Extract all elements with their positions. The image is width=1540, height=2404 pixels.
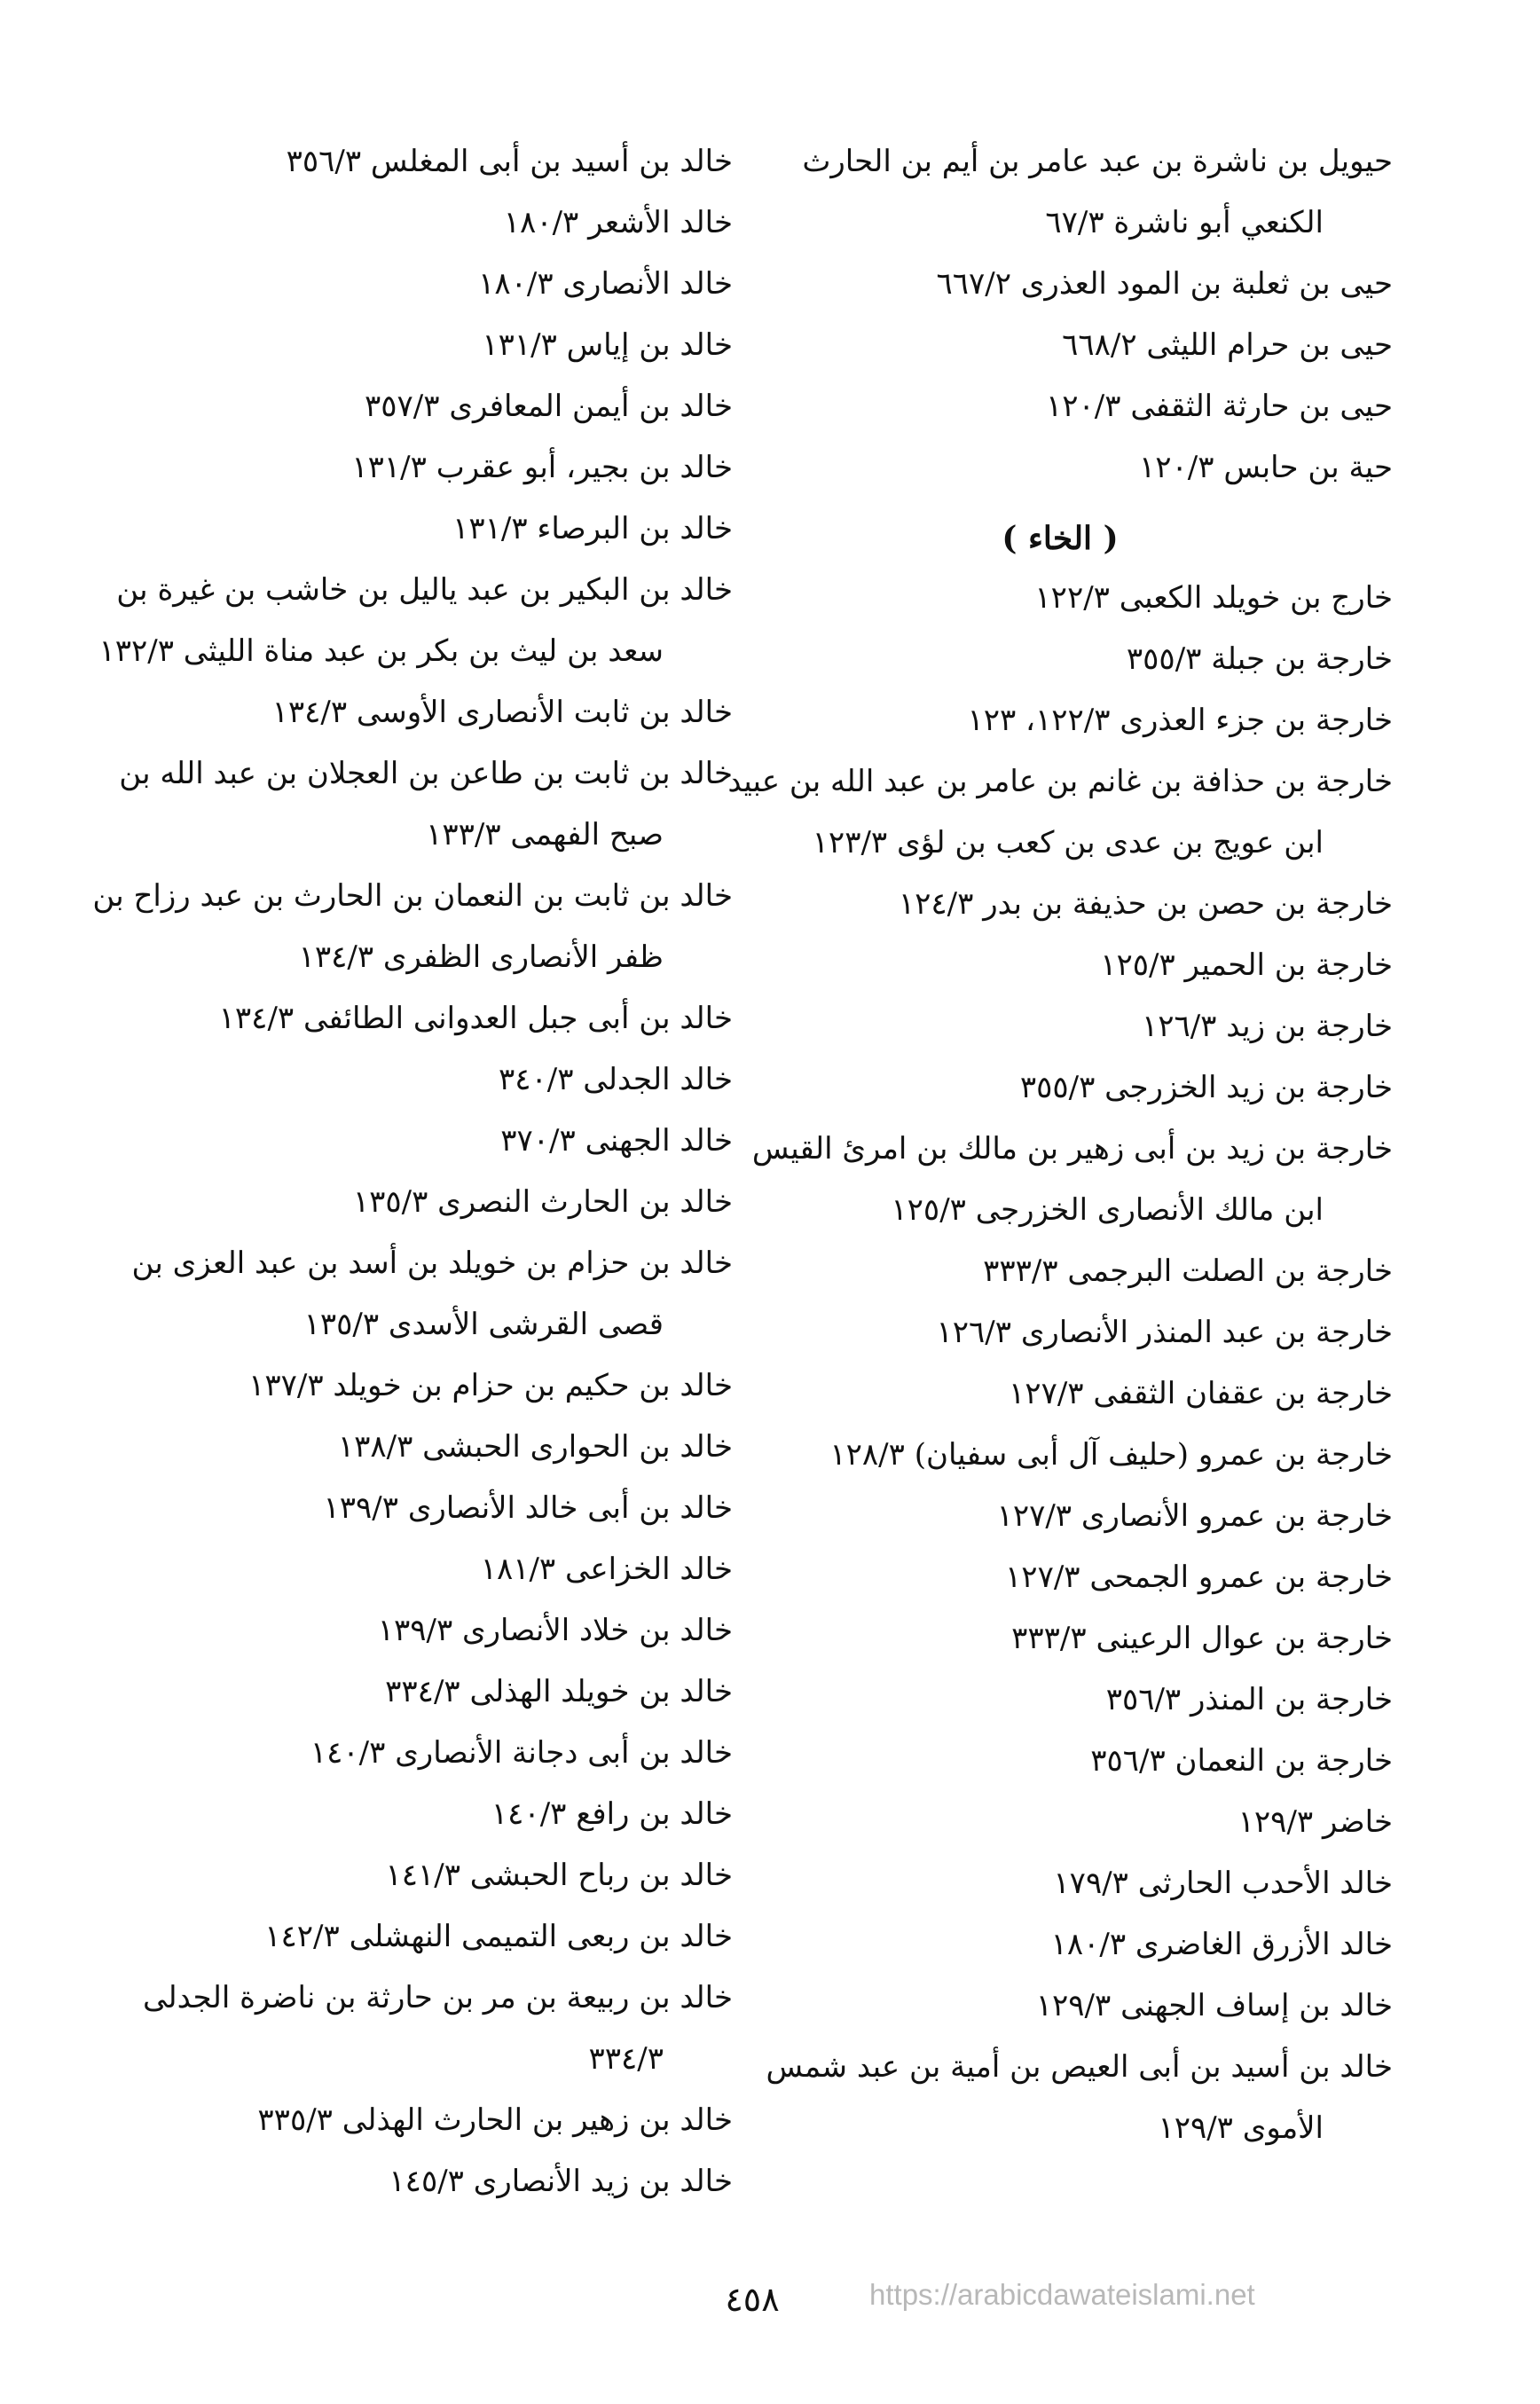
index-entry: حيويل بن ناشرة بن عبد عامر بن أيم بن الحارث xyxy=(802,144,1393,179)
index-entry: خالد بن أيمن المعافرى ٣٥٧/٣ xyxy=(365,389,733,424)
index-entry: خارجة بن النعمان ٣٥٦/٣ xyxy=(1090,1743,1393,1779)
index-entry: خارجة بن عوال الرعينى ٣٣٣/٣ xyxy=(1011,1621,1393,1656)
index-entry: خارجة بن زيد الخزرجى ٣٥٥/٣ xyxy=(1019,1070,1393,1105)
index-entry: خالد بن رافع ١٤٠/٣ xyxy=(491,1796,733,1832)
index-entry: خالد الأزرق الغاضرى ١٨٠/٣ xyxy=(1050,1927,1393,1962)
index-entry: خالد الأحدب الحارثى ١٧٩/٣ xyxy=(1053,1866,1393,1901)
index-entry: خارجة بن عقفان الثقفى ١٢٧/٣ xyxy=(1009,1376,1393,1411)
index-entry: خالد الخزاعى ١٨١/٣ xyxy=(480,1552,733,1587)
index-entry: حيى بن ثعلبة بن المود العذرى ٦٦٧/٢ xyxy=(936,266,1393,302)
index-entry: خالد بن ثابت بن النعمان بن الحارث بن عبد رزاح بن xyxy=(92,878,733,914)
index-entry: خارجة بن جبلة ٣٥٥/٣ xyxy=(1126,641,1393,677)
index-entry: خالد بن حكيم بن حزام بن خويلد ١٣٧/٣ xyxy=(248,1368,733,1403)
index-entry: خالد بن ربيعة بن مر بن حارثة بن ناضرة الجدلى xyxy=(142,1980,733,2015)
index-entry: خالد بن الحارث النصرى ١٣٥/٣ xyxy=(352,1184,733,1220)
index-entry: خالد بن أبى دجانة الأنصارى ١٤٠/٣ xyxy=(310,1735,733,1771)
section-heading: ( الخاء ) xyxy=(1002,520,1119,557)
index-entry: حيى بن حارثة الثقفى ١٢٠/٣ xyxy=(1046,389,1393,424)
index-entry: خالد بن البرصاء ١٣١/٣ xyxy=(452,511,733,546)
index-entry-continuation: سعد بن ليث بن بكر بن عبد مناة الليثى ١٣٢/٣ xyxy=(98,633,664,669)
index-entry: خالد بن أبى خالد الأنصارى ١٣٩/٣ xyxy=(323,1490,733,1526)
index-entry-continuation: الكنعي أبو ناشرة ٦٧/٣ xyxy=(1045,205,1324,240)
index-entry: خالد بن رباح الحبشى ١٤١/٣ xyxy=(385,1858,733,1893)
index-entry: خالد بن إساف الجهنى ١٢٩/٣ xyxy=(1035,1988,1393,2023)
index-column-right xyxy=(727,131,1393,2159)
index-entry: خالد الجدلى ٣٤٠/٣ xyxy=(498,1062,733,1097)
index-entry: خالد الجهنى ٣٧٠/٣ xyxy=(500,1123,733,1159)
index-entry: خالد بن أسيد بن أبى العيص بن أمية بن عبد شمس xyxy=(766,2049,1393,2085)
index-entry: خارجة بن زيد ١٢٦/٣ xyxy=(1141,1009,1393,1044)
index-entry: خارجة بن عمرو (حليف آل أبى سفيان) ١٢٨/٣ xyxy=(829,1437,1393,1473)
index-entry: خالد بن أسيد بن أبى المغلس ٣٥٦/٣ xyxy=(286,144,733,179)
index-entry-continuation: قصى القرشى الأسدى ١٣٥/٣ xyxy=(303,1307,664,1342)
index-entry: خالد بن حزام بن خويلد بن أسد بن عبد العزى بن xyxy=(131,1245,733,1281)
index-entry: خاضر ١٢٩/٣ xyxy=(1238,1804,1393,1840)
index-entry: خالد بن ثابت بن طاعن بن العجلان بن عبد الله بن xyxy=(119,756,733,791)
index-entry: خارجة بن الصلت البرجمى ٣٣٣/٣ xyxy=(983,1253,1393,1289)
index-entry: حية بن حابس ١٢٠/٣ xyxy=(1139,450,1393,485)
index-entry: خالد بن إياس ١٣١/٣ xyxy=(482,327,733,363)
index-entry: خارجة بن المنذر ٣٥٦/٣ xyxy=(1105,1682,1393,1717)
index-entry-continuation: ٣٣٤/٣ xyxy=(588,2041,664,2077)
index-entry: خارجة بن حذافة بن غانم بن عامر بن عبد الله بن عبيد xyxy=(727,764,1393,799)
page-number: ٤٥٨ xyxy=(725,2280,780,2319)
index-entry: خالد بن ثابت الأنصارى الأوسى ١٣٤/٣ xyxy=(271,695,733,730)
index-entry: خالد بن البكير بن عبد ياليل بن خاشب بن غيرة بن xyxy=(116,572,733,608)
index-entry: خارج بن خويلد الكعبى ١٢٢/٣ xyxy=(1034,580,1393,616)
index-entry: خالد بن زيد الأنصارى ١٤٥/٣ xyxy=(389,2164,733,2199)
index-entry: خارجة بن عمرو الأنصارى ١٢٧/٣ xyxy=(996,1498,1393,1534)
watermark-url: https://arabicdawateislami.net xyxy=(869,2278,1255,2311)
index-entry: حيى بن حرام الليثى ٦٦٨/٢ xyxy=(1062,327,1393,363)
index-column-left xyxy=(92,131,733,2212)
index-entry: خارجة بن الحمير ١٢٥/٣ xyxy=(1100,947,1393,983)
index-entry: خالد الأنصارى ١٨٠/٣ xyxy=(478,266,733,302)
index-entry: خارجة بن حصن بن حذيفة بن بدر ١٢٤/٣ xyxy=(898,886,1393,922)
index-entry: خالد بن خويلد الهذلى ٣٣٤/٣ xyxy=(385,1674,733,1709)
index-entry: خارجة بن عمرو الجمحى ١٢٧/٣ xyxy=(1005,1559,1393,1595)
index-entry: خارجة بن جزء العذرى ١٢٢/٣، ١٢٣ xyxy=(967,703,1393,738)
index-entry-continuation: ابن مالك الأنصارى الخزرجى ١٢٥/٣ xyxy=(891,1192,1324,1228)
index-entry-continuation: ظفر الأنصارى الظفرى ١٣٤/٣ xyxy=(298,939,664,975)
index-entry: خالد بن زهير بن الحارث الهذلى ٣٣٥/٣ xyxy=(257,2102,733,2138)
index-entry: خالد بن الحوارى الحبشى ١٣٨/٣ xyxy=(337,1429,733,1465)
index-entry: خالد بن أبى جبل العدوانى الطائفى ١٣٤/٣ xyxy=(218,1001,733,1036)
index-entry-continuation: ابن عويج بن عدى بن كعب بن لؤى ١٢٣/٣ xyxy=(812,825,1324,860)
index-entry: خالد الأشعر ١٨٠/٣ xyxy=(503,205,733,240)
index-entry: خارجة بن زيد بن أبى زهير بن مالك بن امرئ القيس xyxy=(751,1131,1393,1167)
index-entry: خالد بن بجير، أبو عقرب ١٣١/٣ xyxy=(351,450,733,485)
index-entry-continuation: صبح الفهمى ١٣٣/٣ xyxy=(426,817,664,852)
index-entry-continuation: الأموى ١٢٩/٣ xyxy=(1158,2110,1324,2146)
index-entry: خارجة بن عبد المنذر الأنصارى ١٢٦/٣ xyxy=(936,1315,1393,1350)
index-entry: خالد بن ربعى التميمى النهشلى ١٤٢/٣ xyxy=(264,1919,733,1954)
index-entry: خالد بن خلاد الأنصارى ١٣٩/٣ xyxy=(377,1613,733,1648)
